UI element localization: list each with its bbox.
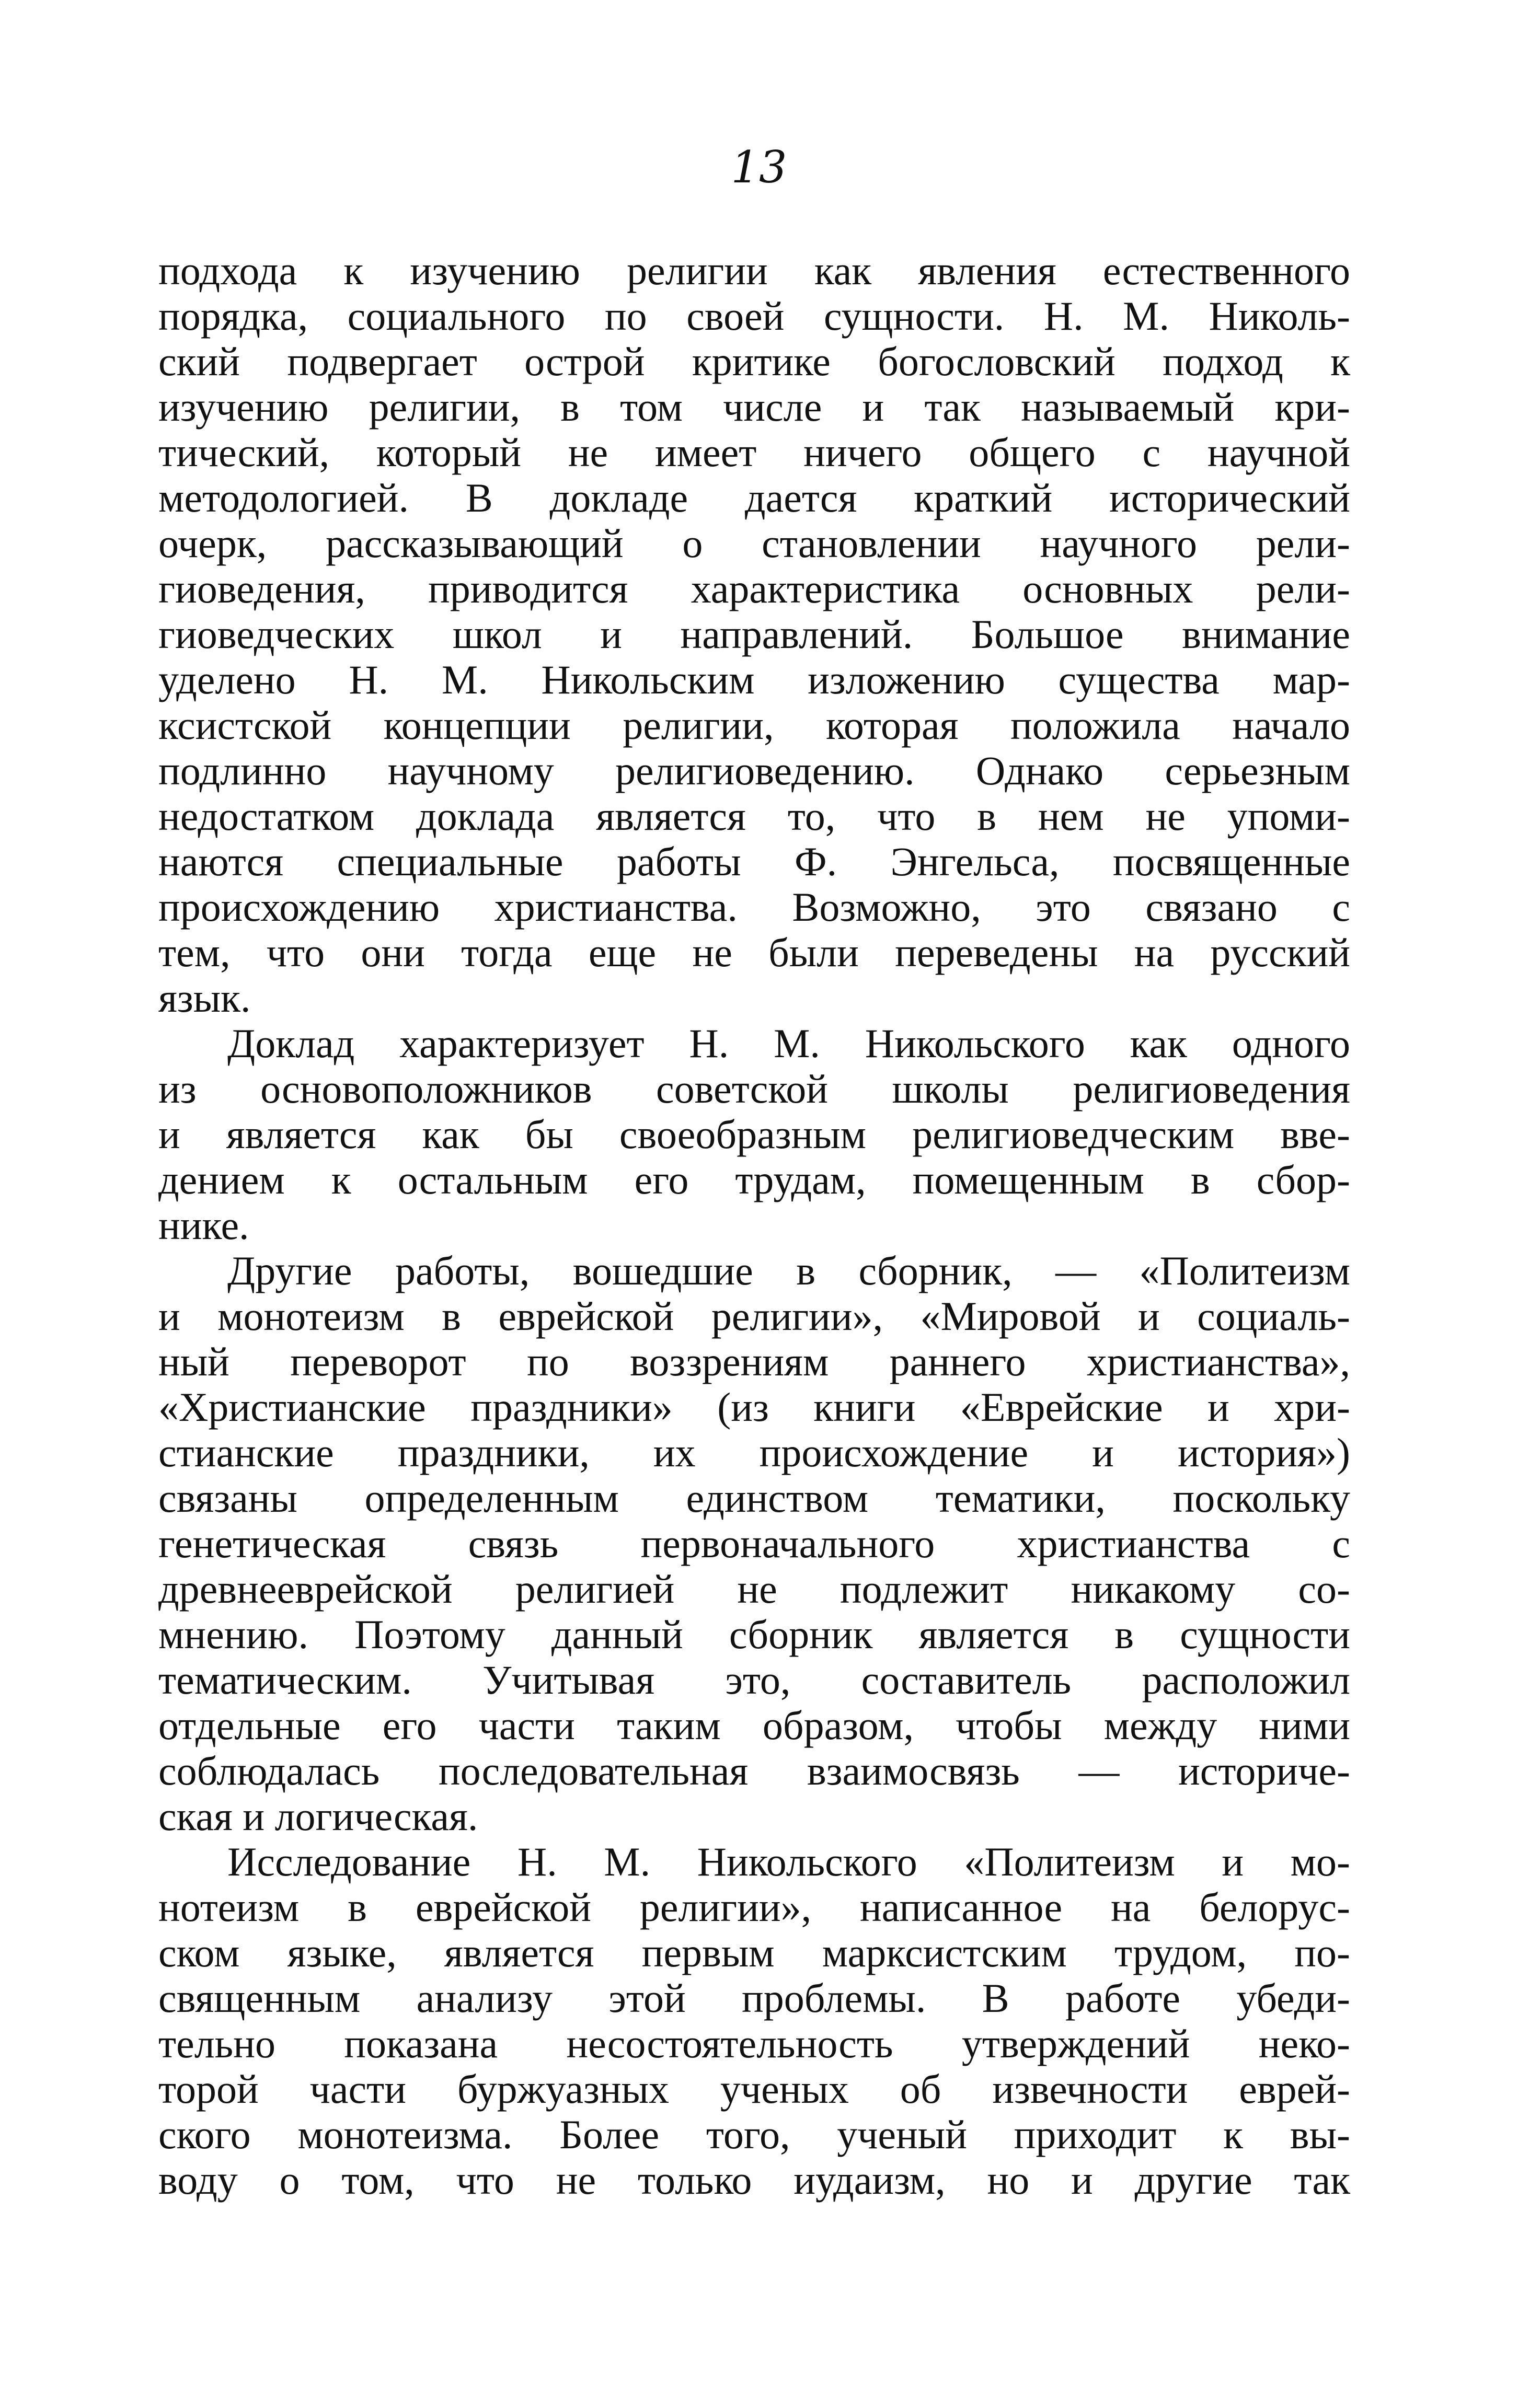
text-line: порядка, социального по своей сущности. Н. М. Николь-	[158, 293, 1350, 339]
text-line: гиоведения, приводится характеристика основных рели-	[158, 566, 1350, 611]
text-line: язык.	[158, 975, 251, 1021]
text-line: соблюдалась последовательная взаимосвязь — историче-	[158, 1748, 1350, 1793]
text-line: тельно показана несостоятельность утверждений неко-	[158, 2021, 1350, 2066]
text-line: уделено Н. М. Никольским изложению существа мар-	[158, 657, 1350, 702]
text-line: наются специальные работы Ф. Энгельса, посвященные	[158, 839, 1350, 884]
text-line: методологией. В докладе дается краткий исторический	[158, 475, 1350, 520]
text-line: и монотеизм в еврейской религии», «Мировой и социаль-	[158, 1293, 1350, 1339]
text-line: древнееврейской религией не подлежит никакому со-	[158, 1566, 1350, 1612]
body-text	[158, 248, 1350, 2203]
text-line: подхода к изучению религии как явления естественного	[158, 248, 1350, 293]
text-line: ный переворот по воззрениям раннего христианства»,	[158, 1339, 1350, 1384]
text-line: воду о том, что не только иудаизм, но и другие так	[158, 2157, 1350, 2203]
text-line: из основоположников советской школы религиоведения	[158, 1066, 1350, 1112]
text-line: изучению религии, в том числе и так называемый кри-	[158, 384, 1350, 430]
text-line: стианские праздники, их происхождение и история»)	[158, 1430, 1350, 1475]
text-line: ском языке, является первым марксистским трудом, по-	[158, 1930, 1350, 1975]
text-line: мнению. Поэтому данный сборник является в сущности	[158, 1612, 1350, 1657]
text-line: ксистской концепции религии, которая положила начало	[158, 702, 1350, 748]
text-line: подлинно научному религиоведению. Однако серьезным	[158, 748, 1350, 793]
text-line: ский подвергает острой критике богословский подход к	[158, 339, 1350, 384]
text-line: очерк, рассказывающий о становлении научного рели-	[158, 520, 1350, 566]
text-line: священным анализу этой проблемы. В работе убеди-	[158, 1975, 1350, 2021]
text-line: и является как бы своеобразным религиоведческим вве-	[158, 1112, 1350, 1157]
text-line: дением к остальным его трудам, помещенным в сбор-	[158, 1157, 1350, 1202]
paragraph-first-line: Другие работы, вошедшие в сборник, — «Политеизм	[227, 1248, 1350, 1293]
text-line: генетическая связь первоначального христианства с	[158, 1521, 1350, 1566]
text-line: тический, который не имеет ничего общего с научной	[158, 430, 1350, 475]
text-line: «Христианские праздники» (из книги «Еврейские и хри-	[158, 1384, 1350, 1430]
page-number: 13	[731, 142, 787, 193]
text-line: торой части буржуазных ученых об извечности еврей-	[158, 2066, 1350, 2112]
paragraph-first-line: Исследование Н. М. Никольского «Политеизм и мо-	[227, 1839, 1350, 1884]
text-line: тематическим. Учитывая это, составитель расположил	[158, 1657, 1350, 1703]
text-line: отдельные его части таким образом, чтобы между ними	[158, 1703, 1350, 1748]
text-line: тем, что они тогда еще не были переведены на русский	[158, 930, 1350, 975]
text-line: недостатком доклада является то, что в нем не упоми-	[158, 793, 1350, 839]
text-line: гиоведческих школ и направлений. Большое внимание	[158, 611, 1350, 657]
text-line: нотеизм в еврейской религии», написанное на белорус-	[158, 1884, 1350, 1930]
text-line: нике.	[158, 1202, 249, 1248]
text-line: ская и логическая.	[158, 1793, 478, 1839]
text-line: ского монотеизма. Более того, ученый приходит к вы-	[158, 2112, 1350, 2157]
text-line: происхождению христианства. Возможно, это связано с	[158, 884, 1350, 930]
text-line: связаны определенным единством тематики, поскольку	[158, 1475, 1350, 1521]
paragraph-first-line: Доклад характеризует Н. М. Никольского как одного	[227, 1021, 1350, 1066]
